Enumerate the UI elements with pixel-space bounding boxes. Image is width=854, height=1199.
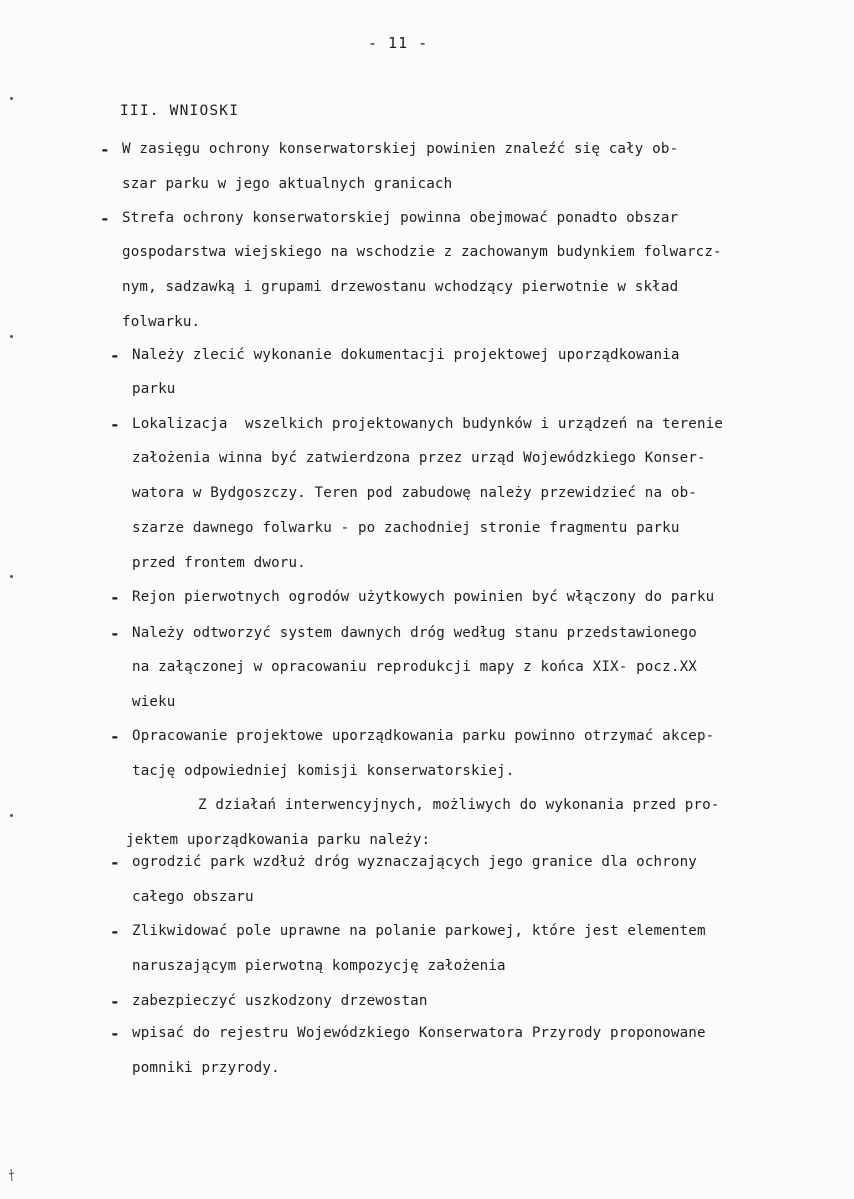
bullet-dash: -	[110, 727, 120, 746]
text-line: pomniki przyrody.	[132, 1060, 280, 1076]
bullet-dash: -	[100, 209, 110, 228]
text-line: Należy odtworzyć system dawnych dróg według stanu przedstawionego	[132, 625, 697, 641]
page-number: - 11 -	[368, 34, 429, 52]
text-line: gospodarstwa wiejskiego na wschodzie z zachowanym budynkiem folwarcz-	[122, 244, 722, 260]
text-line: Zlikwidować pole uprawne na polanie parkowej, które jest elementem	[132, 923, 706, 939]
text-line: nym, sadzawką i grupami drzewostanu wchodzący pierwotnie w skład	[122, 279, 679, 295]
text-line: W zasięgu ochrony konserwatorskiej powinien znaleźć się cały ob-	[122, 141, 679, 157]
bullet-dash: -	[110, 992, 120, 1011]
bullet-dash: -	[100, 140, 110, 159]
text-line: Należy zlecić wykonanie dokumentacji projektowej uporządkowania	[132, 347, 680, 363]
text-line: na załączonej w opracowaniu reprodukcji mapy z końca XIX- pocz.XX	[132, 659, 697, 675]
text-line: Strefa ochrony konserwatorskiej powinna obejmować ponadto obszar	[122, 210, 679, 226]
text-line: folwarku.	[122, 314, 201, 330]
text-line: wpisać do rejestru Wojewódzkiego Konserwatora Przyrody proponowane	[132, 1025, 706, 1041]
text-line: watora w Bydgoszczy. Teren pod zabudowę należy przewidzieć na ob-	[132, 485, 697, 501]
text-line: naruszającym pierwotną kompozycję założenia	[132, 958, 506, 974]
text-line: przed frontem dworu.	[132, 555, 306, 571]
text-line: Lokalizacja wszelkich projektowanych budynków i urządzeń na terenie	[132, 416, 724, 432]
text-line: szar parku w jego aktualnych granicach	[122, 176, 453, 192]
text-line: ogrodzić park wzdłuż dróg wyznaczających jego granice dla ochrony	[132, 854, 697, 870]
scan-speck	[10, 575, 13, 578]
section-heading: III. WNIOSKI	[120, 103, 240, 119]
text-line: całego obszaru	[132, 889, 254, 905]
text-line: tację odpowiedniej komisji konserwatorskiej.	[132, 763, 515, 779]
bullet-dash: -	[110, 1024, 120, 1043]
bullet-dash: -	[110, 415, 120, 434]
text-line: wieku	[132, 694, 176, 710]
text-line: szarze dawnego folwarku - po zachodniej stronie fragmentu parku	[132, 520, 680, 536]
scan-speck	[10, 97, 13, 100]
text-line: Opracowanie projektowe uporządkowania parku powinno otrzymać akcep-	[132, 728, 715, 744]
text-line: parku	[132, 381, 176, 397]
text-line: zabezpieczyć uszkodzony drzewostan	[132, 993, 428, 1009]
bullet-dash: -	[110, 346, 120, 365]
scan-mark	[8, 1168, 16, 1182]
text-line: jektem uporządkowania parku należy:	[126, 832, 431, 848]
bullet-dash: -	[110, 588, 120, 607]
text-line: Rejon pierwotnych ogrodów użytkowych powinien być włączony do parku	[132, 589, 715, 605]
scan-speck	[10, 335, 13, 338]
text-line: założenia winna być zatwierdzona przez urząd Wojewódzkiego Konser-	[132, 450, 706, 466]
text-line: Z działań interwencyjnych, możliwych do wykonania przed pro-	[198, 797, 720, 813]
bullet-dash: -	[110, 922, 120, 941]
bullet-dash: -	[110, 624, 120, 643]
bullet-dash: -	[110, 853, 120, 872]
scan-speck	[10, 814, 13, 817]
